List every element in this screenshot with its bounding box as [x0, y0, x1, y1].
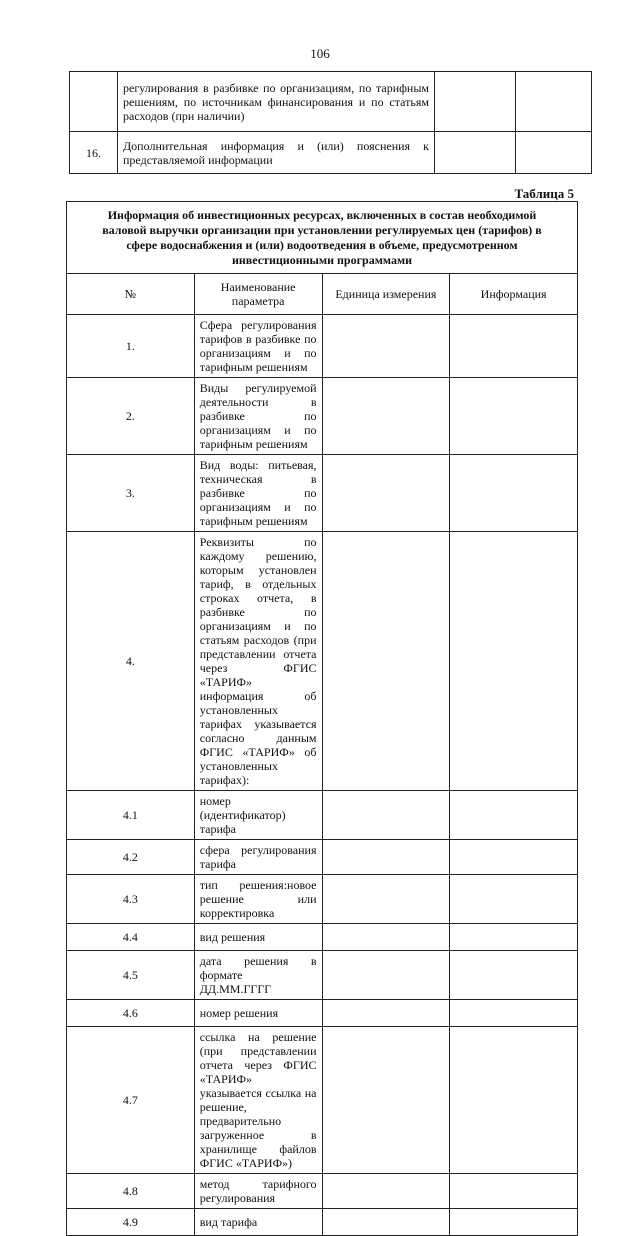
- info-cell: [450, 532, 578, 791]
- row-text: номер (идентификатор) тарифа: [194, 791, 322, 840]
- unit-cell: [322, 378, 450, 455]
- continuation-table: [69, 71, 592, 174]
- row-number: 4.3: [67, 875, 195, 924]
- header-name: Наименование параметра: [194, 274, 322, 315]
- row-number: 3.: [67, 455, 195, 532]
- row-number: 4.2: [67, 840, 195, 875]
- info-cell: [450, 840, 578, 875]
- header-unit: Единица измерения: [322, 274, 450, 315]
- info-cell: [450, 455, 578, 532]
- unit-cell: [322, 532, 450, 791]
- table-row: [67, 791, 578, 840]
- row-text: номер решения: [194, 1000, 322, 1027]
- table-row: [67, 951, 578, 1000]
- table-row: [67, 455, 578, 532]
- row-text: метод тарифного регулирования: [194, 1174, 322, 1209]
- unit-cell: [322, 951, 450, 1000]
- info-cell: [516, 72, 592, 132]
- row-text: сфера регулирования тарифа: [194, 840, 322, 875]
- unit-cell: [435, 72, 516, 132]
- row-text: тип решения:новое решение или корректировка: [194, 875, 322, 924]
- unit-cell: [322, 875, 450, 924]
- header-row: [67, 274, 578, 315]
- header-num: №: [67, 274, 195, 315]
- header-info: Информация: [450, 274, 578, 315]
- row-number: 4.6: [67, 1000, 195, 1027]
- info-cell: [450, 951, 578, 1000]
- table-row: [67, 315, 578, 378]
- table-row: [67, 378, 578, 455]
- unit-cell: [322, 1000, 450, 1027]
- row-text: Вид воды: питьевая, техническая в разбивке по организациям и по тарифным решениям: [194, 455, 322, 532]
- table-title: Информация об инвестиционных ресурсах, включенных в состав необходимой валовой выручки организации при установлении регулируемых цен (тарифов) в сфере водоснабжения и (или) водоотведения в объеме, предусмотренном инвестиционными программами: [67, 202, 578, 274]
- unit-cell: [322, 924, 450, 951]
- unit-cell: [322, 1174, 450, 1209]
- table-row: [70, 132, 592, 174]
- row-number: 4.1: [67, 791, 195, 840]
- info-cell: [450, 378, 578, 455]
- row-number: 16.: [70, 132, 118, 174]
- table-row: [67, 1000, 578, 1027]
- row-text: Реквизиты по каждому решению, которым установлен тариф, в отдельных строках отчета, в разбивке по организациям и по статьям расходов (при представлении отчета через ФГИС «ТАРИФ» информация об установленных тарифах указывается согласно данным ФГИС «ТАРИФ» об установленных тарифах):: [194, 532, 322, 791]
- table-row: [67, 1174, 578, 1209]
- row-text: Сфера регулирования тарифов в разбивке по организациям и по тарифным решениям: [194, 315, 322, 378]
- info-cell: [450, 1174, 578, 1209]
- unit-cell: [322, 455, 450, 532]
- row-number: 4.4: [67, 924, 195, 951]
- table-row: [67, 875, 578, 924]
- table-row: [67, 924, 578, 951]
- row-number: 4.: [67, 532, 195, 791]
- row-text: Дополнительная информация и (или) пояснения к представляемой информации: [118, 132, 435, 174]
- row-number: [70, 72, 118, 132]
- info-cell: [516, 132, 592, 174]
- info-cell: [450, 924, 578, 951]
- unit-cell: [322, 315, 450, 378]
- row-number: 4.8: [67, 1174, 195, 1209]
- row-number: 4.7: [67, 1027, 195, 1174]
- info-cell: [450, 791, 578, 840]
- row-text: Виды регулируемой деятельности в разбивке по организациям и по тарифным решениям: [194, 378, 322, 455]
- table-row: [70, 72, 592, 132]
- info-cell: [450, 1209, 578, 1236]
- title-row: [67, 202, 578, 274]
- row-number: 4.5: [67, 951, 195, 1000]
- unit-cell: [322, 1209, 450, 1236]
- investment-resources-table: [66, 201, 578, 1236]
- row-number: 2.: [67, 378, 195, 455]
- table-row: [67, 1209, 578, 1236]
- row-text: дата решения в формате ДД.ММ.ГГГГ: [194, 951, 322, 1000]
- row-text: ссылка на решение (при представлении отчета через ФГИС «ТАРИФ» указывается ссылка на решение, предварительно загруженное в хранилище файлов ФГИС «ТАРИФ»): [194, 1027, 322, 1174]
- unit-cell: [322, 791, 450, 840]
- info-cell: [450, 315, 578, 378]
- table-row: [67, 1027, 578, 1174]
- row-text: регулирования в разбивке по организациям, по тарифным решениям, по источникам финансирования и по статьям расходов (при наличии): [118, 72, 435, 132]
- unit-cell: [322, 840, 450, 875]
- row-text: вид решения: [194, 924, 322, 951]
- row-text: вид тарифа: [194, 1209, 322, 1236]
- table-row: [67, 840, 578, 875]
- info-cell: [450, 1000, 578, 1027]
- info-cell: [450, 875, 578, 924]
- table-caption: Таблица 5: [514, 186, 574, 201]
- page-number: 106: [310, 46, 330, 61]
- row-number: 1.: [67, 315, 195, 378]
- table-row: [67, 532, 578, 791]
- info-cell: [450, 1027, 578, 1174]
- unit-cell: [322, 1027, 450, 1174]
- unit-cell: [435, 132, 516, 174]
- row-number: 4.9: [67, 1209, 195, 1236]
